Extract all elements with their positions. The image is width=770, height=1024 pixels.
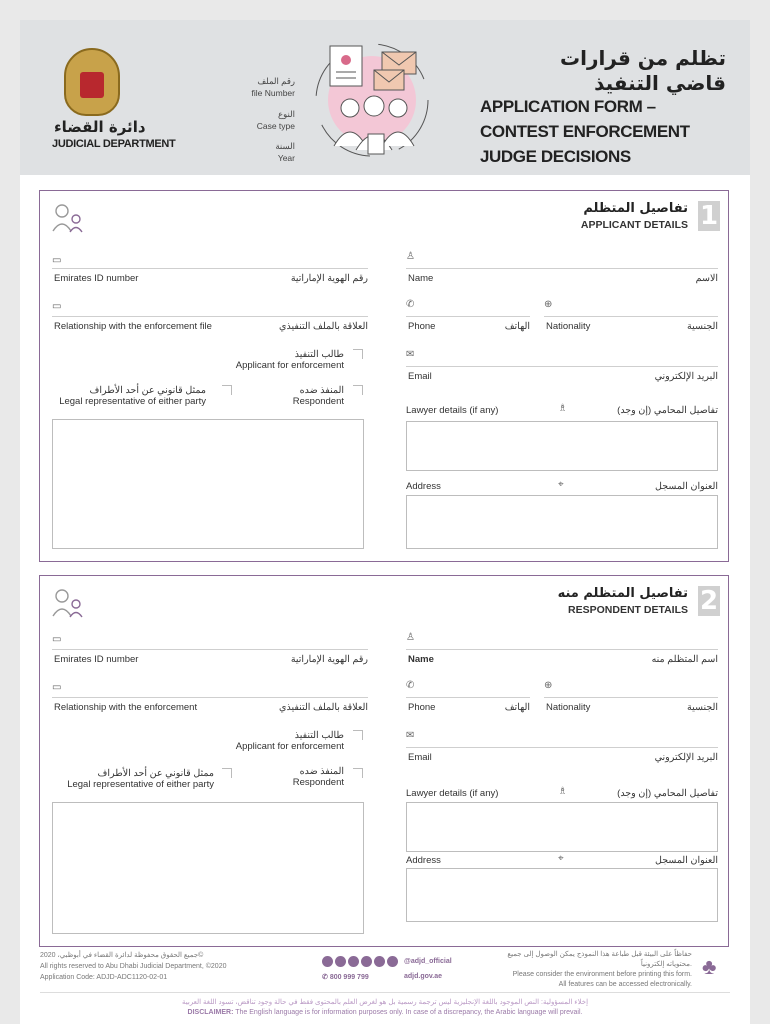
section-title-arabic: تفاصيل المتظلم منه [557, 586, 688, 601]
email-field[interactable]: Email البريد الإلكتروني [406, 351, 718, 367]
relationship-details-textarea[interactable] [52, 419, 364, 549]
falcon-emblem-icon [64, 48, 120, 116]
address-label-arabic: العنوان المسجل [655, 481, 718, 492]
location-pin-icon: ⌖ [558, 479, 564, 490]
section-number: 1 [699, 201, 719, 231]
section-title-english: APPLICANT DETAILS [580, 219, 688, 231]
people-icon [52, 588, 84, 618]
social-icons [322, 956, 398, 967]
instagram-icon[interactable] [335, 956, 346, 967]
section-number: 2 [699, 586, 719, 616]
address-textarea[interactable] [406, 868, 718, 922]
people-icon [52, 203, 84, 233]
snapchat-icon[interactable] [387, 956, 398, 967]
lawyer-details-textarea[interactable] [406, 421, 718, 471]
email-field[interactable]: Email البريد الإلكتروني [406, 732, 718, 748]
emirates-id-field[interactable]: Emirates ID number رقم الهوية الإماراتية [52, 634, 368, 650]
address-textarea[interactable] [406, 495, 718, 549]
youtube-icon[interactable] [348, 956, 359, 967]
linkedin-icon[interactable] [374, 956, 385, 967]
name-field[interactable]: Name الاسم [406, 253, 718, 269]
person-icon: ♙ [406, 251, 415, 262]
respondent-checkbox[interactable] [353, 385, 363, 395]
phone-field[interactable]: Phone الهاتف [406, 301, 530, 317]
section-title-english: RESPONDENT DETAILS [568, 604, 688, 616]
applicant-for-enforcement-label: طالب التنفيذ Applicant for enforcement [235, 349, 344, 371]
person-icon: ♙ [406, 632, 415, 643]
respondent-label: المنفذ ضده Respondent [292, 385, 344, 407]
file-number-label: رقم الملف file Number [251, 76, 295, 98]
copyright-block: جميع الحقوق محفوظة لدائرة القضاء في أبوظبي، 2020© All rights reserved to Abu Dhabi Judicial Department, ©2020 Application Code: ADJD-ADC1120-02-01 [40, 952, 227, 981]
globe-icon: ⊕ [544, 680, 553, 691]
lawyer-label-english: Lawyer details (if any) [406, 788, 499, 799]
location-pin-icon: ⌖ [558, 853, 564, 864]
facebook-icon[interactable] [322, 956, 333, 967]
people-documents-illustration-icon [312, 38, 436, 162]
title-english: APPLICATION FORM – CONTEST ENFORCEMENT JUDGE DECISIONS [480, 97, 690, 166]
lawyer-details-textarea[interactable] [406, 802, 718, 852]
social-handle[interactable]: @adjd_official [404, 958, 452, 965]
lawyer-label-english: Lawyer details (if any) [406, 405, 499, 416]
lawyer-icon: ♗ [558, 403, 567, 414]
phone-number[interactable]: ✆ 800 999 799 [322, 974, 369, 981]
globe-icon: ⊕ [544, 299, 553, 310]
respondent-checkbox[interactable] [353, 768, 363, 778]
lawyer-label-arabic: تفاصيل المحامي (إن وجد) [617, 405, 718, 416]
phone-icon: ✆ [406, 299, 415, 310]
envelope-icon: ✉ [406, 349, 415, 360]
envelope-icon: ✉ [406, 730, 415, 741]
environment-note: حفاظاً على البيئة قبل طباعة هذا النموذج يمكن الوصول إلى جميع محتوياته إلكترونياً. Please consider the environment before printing this form. All features can be accessed electronically. [507, 951, 692, 988]
relationship-field[interactable]: Relationship with the enforcement العلاقة بالملف التنفيذي [52, 682, 368, 698]
section-title-arabic: تفاصيل المتظلم [583, 201, 688, 216]
name-field[interactable]: Name اسم المتظلم منه [406, 634, 718, 650]
relationship-details-textarea[interactable] [52, 802, 364, 934]
title-arabic: تظلم من قرارات قاضي التنفيذ [559, 46, 726, 95]
form-page [20, 20, 750, 1024]
applicant-for-enforcement-checkbox[interactable] [353, 349, 363, 359]
briefcase-icon: ▭ [52, 682, 62, 693]
nationality-field[interactable]: Nationality الجنسية [544, 682, 718, 698]
phone-field[interactable]: Phone الهاتف [406, 682, 530, 698]
briefcase-icon: ▭ [52, 301, 62, 312]
year-label: السنة Year [275, 141, 295, 163]
applicant-section [39, 190, 729, 562]
id-card-icon: ▭ [52, 634, 62, 645]
phone-icon: ✆ [406, 680, 415, 691]
address-label-arabic: العنوان المسجل [655, 855, 718, 866]
lawyer-label-arabic: تفاصيل المحامي (إن وجد) [617, 788, 718, 799]
case-type-label: النوع Case type [256, 109, 295, 131]
logo-arabic: دائرة القضاء [54, 118, 146, 136]
disclaimer-english: DISCLAIMER: The English language is for information purposes only. In case of a discrepancy, the Arabic language will prevail. [187, 1009, 583, 1016]
respondent-section [39, 575, 729, 947]
header [20, 20, 750, 175]
lawyer-icon: ♗ [558, 786, 567, 797]
legal-representative-label: ممثل قانوني عن أحد الأطراف Legal representative of either party [67, 768, 214, 790]
legal-representative-checkbox[interactable] [222, 768, 232, 778]
logo-english: JUDICIAL DEPARTMENT [52, 138, 176, 150]
legal-representative-checkbox[interactable] [222, 385, 232, 395]
respondent-label: المنفذ ضده Respondent [292, 766, 344, 788]
address-label-english: Address [406, 855, 441, 866]
disclaimer-arabic: إخلاء المسؤولية: النص الموجود باللغة الإنجليزية ليس ترجمة رسمية بل هو لغرض العلم بالمحتوى فقط في حالة وجود تناقض، تسود اللغة العربية [181, 999, 589, 1006]
id-card-icon: ▭ [52, 255, 62, 266]
nationality-field[interactable]: Nationality الجنسية [544, 301, 718, 317]
address-label-english: Address [406, 481, 441, 492]
legal-representative-label: ممثل قانوني عن أحد الأطراف Legal representative of either party [59, 385, 206, 407]
tree-icon: ♣ [702, 954, 717, 979]
twitter-icon[interactable] [361, 956, 372, 967]
relationship-field[interactable]: Relationship with the enforcement file العلاقة بالملف التنفيذي [52, 301, 368, 317]
applicant-for-enforcement-label: طالب التنفيذ Applicant for enforcement [235, 730, 344, 752]
emirates-id-field[interactable]: Emirates ID number رقم الهوية الإماراتية [52, 253, 368, 269]
applicant-for-enforcement-checkbox[interactable] [353, 730, 363, 740]
website-link[interactable]: adjd.gov.ae [404, 973, 442, 980]
